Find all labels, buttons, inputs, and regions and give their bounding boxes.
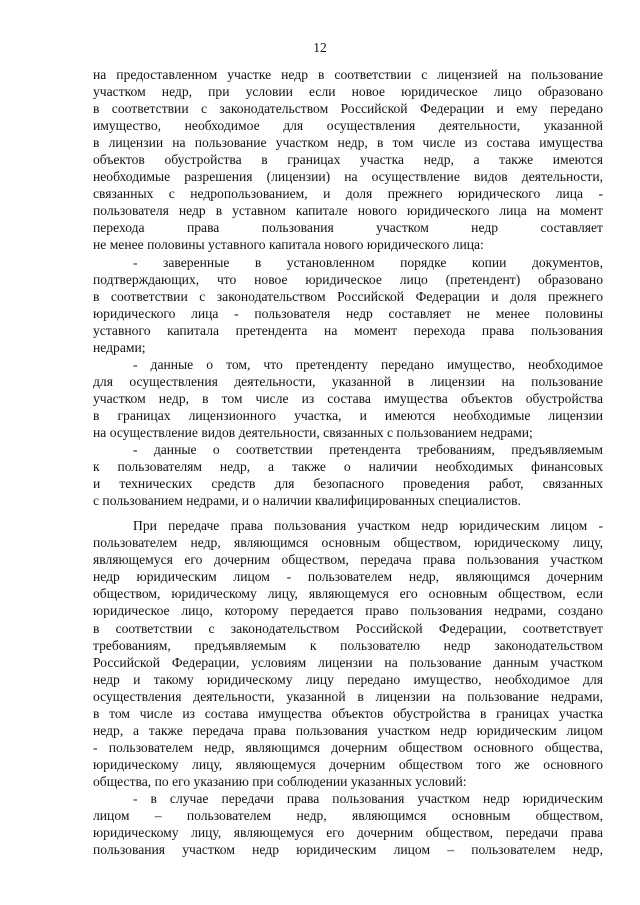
text-line: При передаче права пользования участком недр юридическим лицом - [133,518,603,534]
text-line: и технических средств для безопасного проведения работ, связанных [93,476,603,492]
page-number: 12 [313,40,327,55]
text-line: для осуществления деятельности, указанной в лицензии на пользование [93,373,603,389]
text-line: в лицензии на пользование участком недр, в том числе из состава имущества [93,135,603,151]
text-line: в том числе из состава имущества объектов обустройства в границах участка [93,705,603,721]
text-line: к пользователям недр, а также о наличии необходимых финансовых [93,459,603,475]
text-line: в границах лицензионного участка, и имеются необходимые лицензии [93,407,603,423]
text-line: необходимые разрешения (лицензии) на осуществление видов деятельности, [93,169,603,185]
text-line: пользователя недр в уставном капитале нового юридического лица на момент [93,203,603,219]
text-line: на осуществление видов деятельности, связанных с пользованием недрами; [93,424,533,440]
text-line: - заверенные в установленном порядке копии документов, [133,254,603,270]
text-line: участком недр, при условии если новое юридическое лицо образовано [93,84,603,100]
text-line: являющемуся его дочерним обществом, передача права пользования участком [93,552,603,568]
text-line: Российской Федерации, условиям лицензии на пользование данным участком [93,654,603,670]
body-text [93,66,603,858]
text-line: обществом, юридическому лицу, являющемуся его основным обществом, если [93,586,603,602]
text-line: юридическому лицу, являющемуся дочерним обществом того же основного [93,756,603,772]
text-line: лицом – пользователем недр, являющимся основным обществом, [93,808,603,824]
text-line: - в случае передачи права пользования участком недр юридическим [133,790,603,806]
text-line: с пользованием недрами, и о наличии квалифицированных специалистов. [93,493,521,509]
text-line: юридическому лицу, являющемуся его дочерним обществом, передачи права [93,825,603,841]
text-line: недр, а также передача права пользования участком недр юридическим лицом [93,722,603,738]
text-line: в соответствии с законодательством Российской Федерации и доля прежнего [93,288,603,304]
text-line: в соответствии с законодательством Российской Федерации, соответствует [93,620,603,636]
text-line: не менее половины уставного капитала нового юридического лица: [93,237,484,253]
text-line: на предоставленном участке недр в соответствии с лицензией на пользование [93,67,603,82]
text-line: юридического лица - пользователя недр составляет не менее половины [93,305,603,321]
text-line: недр юридическим лицом - пользователем недр, являющимся дочерним [93,569,603,585]
text-line: недр и такому юридическому лицу передано имущество, необходимое для [93,671,603,687]
text-line: осуществления деятельности, указанной в лицензии на пользование недрами, [93,688,603,704]
text-line: связанных с недропользованием, и доля прежнего юридического лица - [93,186,603,202]
text-line: - данные о том, что претенденту передано имущество, необходимое [133,356,603,372]
text-line: уставного капитала претендента на момент перехода права пользования [93,322,603,338]
text-line: объектов обустройства в границах участка недр, а также имеются [93,152,603,168]
text-line: требованиям, предъявляемым к пользователю недр законодательством [93,637,603,653]
text-line: перехода права пользования участком недр составляет [93,220,603,236]
text-line: участком недр, в том числе из состава имущества объектов обустройства [93,390,603,406]
paragraph-gap [93,509,603,517]
text-line: общества, по его указанию при соблюдении указанных условий: [93,773,467,789]
text-line: пользования участком недр юридическим лицом – пользователем недр, [93,842,603,858]
text-line: - пользователем недр, являющимся дочерним обществом основного общества, [93,739,603,755]
text-line: - данные о соответствии претендента требованиям, предъявляемым [133,442,603,458]
text-line: недрами; [93,339,146,355]
text-line: подтверждающих, что новое юридическое лицо (претендент) образовано [93,271,603,287]
text-line: юридическое лицо, которому передается право пользования недрами, создано [93,603,603,619]
text-line: имущество, необходимое для осуществления деятельности, указанной [93,118,603,134]
text-line: в соответствии с законодательством Российской Федерации и ему передано [93,101,603,117]
text-line: пользователем недр, являющимся основным обществом, юридическому лицу, [93,535,603,551]
